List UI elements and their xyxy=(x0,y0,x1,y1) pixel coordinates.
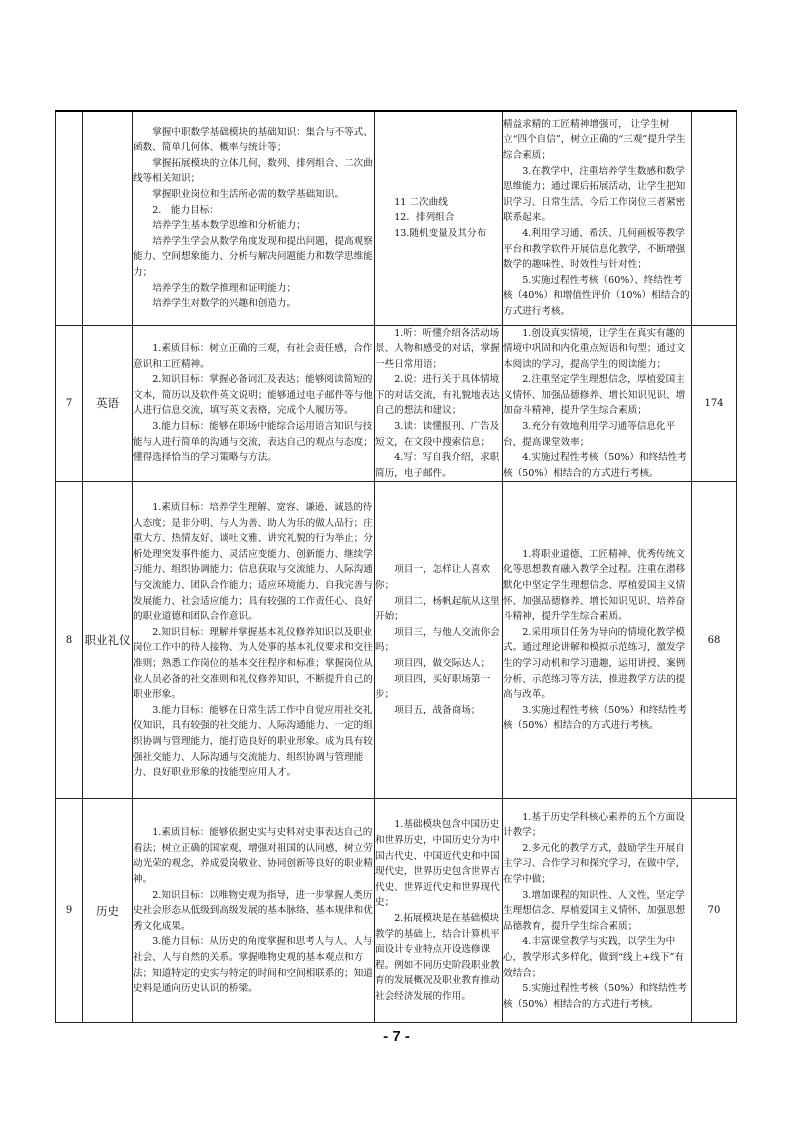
course-row xyxy=(56,482,737,799)
course-name: 英语 xyxy=(83,325,133,482)
cell-paragraph: 2.多元化的教学方式，鼓励学生开展自主学习、合作学习和探究学习，在做中学，在学中做； xyxy=(503,842,686,885)
cell-paragraph: 3.读：读懂报刊、广告及短文，在文段中搜索信息； xyxy=(375,421,500,448)
cell-paragraph: 4.写：写自我介绍，求职简历，电子邮件。 xyxy=(375,452,500,479)
cell-paragraph: 3.能力目标：能够在日常生活工作中自觉应用社交礼仪知识，具有较强的社交能力、人际沟通能力、一定的组织协调与管理能力，能打造良好的职业形象。成为具有较强社交能力、人际沟通与交流能力、组织协调与管理能力、良好职业形象的技能型应用人才。 xyxy=(133,704,373,779)
cell-paragraph: 2.注重坚定学生理想信念，厚植爱国主义情怀、加强品德修养、增长知识见识、增加奋斗精神，提升学生综合素质； xyxy=(503,374,686,417)
cell-paragraph: 2.知识目标：理解并掌握基本礼仪修养知识以及职业岗位工作中的待人接物、为人处事的基本礼仪要求和交往准则；熟悉工作岗位的基本交往程序和标准；掌握岗位从业人员必备的社交准则和礼仪修养知识，不断提升自己的职业形象。 xyxy=(133,626,373,701)
cell-paragraph: 11 二次曲线 xyxy=(394,196,448,208)
cell-paragraph: 2.拓展模块是在基础模块教学的基础上，结合计算机平面设计专业特点开设选修课程。例如不同历史阶段职业教育的发展概况及职业教育推动社会经济发展的作用。 xyxy=(375,912,500,1002)
course-content-cell xyxy=(375,799,503,1023)
course-objectives-cell xyxy=(133,799,375,1023)
page-number: - 7 - xyxy=(383,1028,410,1045)
cell-paragraph: 项目四，买好职场第一步； xyxy=(375,673,491,701)
cell-paragraph: 2.知识目标：掌握必备词汇及表达；能够阅读简短的文本，简历以及软件英文说明；能够通过电子邮件等与他人进行信息交流，填写英文表格，完成个人履历等。 xyxy=(133,374,373,417)
course-content-cell xyxy=(375,325,503,482)
cell-paragraph: 2.知识目标：以唯物史观为指导，进一步掌握人类历史社会形态从低级到高级发展的基本脉络、基本规律和优秀文化成果。 xyxy=(133,889,373,932)
course-row xyxy=(56,325,737,482)
cell-paragraph: 掌握中职数学基础模块的基础知识：集合与不等式、函数、简单几何体、概率与统计等； xyxy=(133,126,373,154)
teaching-requirements-cell xyxy=(503,799,692,1023)
cell-paragraph: 精益求精的工匠精神增强可， 让学生树立“四个自信”，树立正确的“三观”提升学生综合素质； xyxy=(503,118,686,162)
cell-paragraph: 1.基础模块包含中国历史和世界历史，中国历史分为中国古代史、中国近代史和中国现代史，世界历史包含世界古代史、世界近代史和世界现代史； xyxy=(375,819,500,909)
course-objectives-cell xyxy=(133,482,375,799)
course-row xyxy=(56,111,737,325)
cell-paragraph: 1.基于历史学科核心素养的五个方面设计教学； xyxy=(503,811,685,839)
cell-paragraph: 4.实施过程性考核（50%）和终结性考核（50%）相结合的方式进行考核。 xyxy=(503,452,687,479)
curriculum-table xyxy=(55,110,737,1023)
teaching-requirements-cell xyxy=(503,482,692,799)
course-content-cell xyxy=(375,111,503,325)
cell-paragraph: 培养学生对数学的兴趣和创造力。 xyxy=(152,298,297,310)
cell-paragraph: 掌握拓展模块的立体几何，数列、排列组合、二次曲线等相关知识； xyxy=(133,157,373,185)
cell-paragraph: 3.增加课程的知识性、人文性，坚定学生理想信念、厚植爱国主义情怀、加强思想品德教育，提升学生综合素质； xyxy=(503,889,686,932)
cell-paragraph: 1.创设真实情境，让学生在真实有趣的情境中巩固和内化重点短语和句型；通过文本阅读的学习，提高学生的阅读能力； xyxy=(503,327,686,370)
course-hours: 70 xyxy=(692,799,737,1023)
cell-paragraph: 项目二，杨帆起航从这里开始； xyxy=(375,595,500,623)
cell-paragraph: 培养学生的数学推理和证明能力； xyxy=(152,282,297,294)
course-row xyxy=(56,799,737,1023)
cell-paragraph: 3.能力目标：从历史的角度掌握和思考人与人、人与社会、人与自然的关系。掌握唯物史观的基本观点和方法；知道特定的史实与特定的时间和空间相联系的；知道史料是通向历史认识的桥梁。 xyxy=(133,936,373,995)
cell-paragraph: 1.素质目标：能够依据史实与史料对史事表达自己的看法；树立正确的国家观，增强对祖国的认同感，树立劳动光荣的观念，养成爱岗敬业、协同创新等良好的职业精神。 xyxy=(133,827,373,885)
course-hours: 174 xyxy=(692,325,737,482)
course-hours: 68 xyxy=(692,482,737,799)
cell-paragraph: 5.实施过程性考核（50%）和终结性考核（50%）相结合的方式进行考核。 xyxy=(503,983,687,1010)
teaching-requirements-cell xyxy=(503,325,692,482)
cell-paragraph: 2. 能力目标： xyxy=(152,204,219,216)
course-number: 8 xyxy=(56,482,83,799)
course-name: 历史 xyxy=(83,799,133,1023)
cell-paragraph: 3.实施过程性考核（50%）和终结性考核（50%）相结合的方式进行考核。 xyxy=(503,704,687,732)
cell-paragraph: 12．排列组合 xyxy=(394,212,455,224)
cell-paragraph: 项目四，做交际达人； xyxy=(394,658,491,670)
cell-paragraph: 掌握职业岗位和生活所必需的数学基础知识。 xyxy=(152,189,345,201)
cell-paragraph: 培养学生基本数学思维和分析能力； xyxy=(152,220,306,232)
cell-paragraph: 培养学生学会从数学角度发现和提出问题，提高观察能力、空间想象能力、分析与解决问题能力和数学思维能力； xyxy=(133,235,373,279)
course-name xyxy=(83,111,133,325)
cell-paragraph: 3.充分有效地利用学习通等信息化平台，提高课堂效率； xyxy=(503,421,676,448)
cell-paragraph: 5.实施过程性考核（60%）、终结性考核（40%）和增值性评价（10%）相结合的方式进行考核。 xyxy=(503,274,690,318)
teaching-requirements-cell xyxy=(503,111,692,325)
cell-paragraph: 4.丰富课堂教学与实践，以学生为中心，教学形式多样化，做到“线上+线下”有效结合； xyxy=(503,936,684,979)
cell-paragraph: 3.能力目标：能够在职场中能综合运用语言知识与技能与人进行简单的沟通与交流，表达自己的观点与态度；懂得选择恰当的学习策略与方法。 xyxy=(133,421,373,464)
course-number: 9 xyxy=(56,799,83,1023)
course-name: 职业礼仪 xyxy=(83,482,133,799)
cell-paragraph: 4.利用学习通、希沃、几何画板等教学平台和教学软件开展信息化教学，不断增强数学的趣味性、时效性与针对性； xyxy=(503,228,686,271)
cell-paragraph: 项目一，怎样让人喜欢你； xyxy=(375,564,491,592)
course-objectives-cell xyxy=(133,325,375,482)
course-number xyxy=(56,111,83,325)
cell-paragraph: 1.听：听懂介绍各活动场景、人物和感受的对话，掌握一些日常用语； xyxy=(375,327,500,370)
course-hours xyxy=(692,111,737,325)
cell-paragraph: 项目三，与他人交流你会吗； xyxy=(375,626,500,654)
cell-paragraph: 2.采用项目任务为导向的情境化教学模式。通过理论讲解和模拟示范练习，激发学生的学习动机和学习遗趣，运用讲授、案例分析、示范练习等方法，推进教学方法的提高与改革。 xyxy=(503,626,686,701)
cell-paragraph: 13.随机变量及其分布 xyxy=(394,228,487,240)
cell-paragraph: 1.素质目标：培养学生理解、宽容、谦逊、诚恳的待人态度；是非分明、与人为善、助人为乐的做人品行；庄重大方、热情友好、谈吐文雅、讲究礼貌的行为举止；分析处理突发事件能力、灵活应变能力、创新能力、继续学习能力、组织协调能力；信息获取与交流能力、人际沟通与交流能力、团队合作能力；适应环境能力、自我完善与发展能力、社会适应能力；具有较强的工作责任心、良好的职业道德和团队合作意识。 xyxy=(133,502,373,623)
cell-paragraph: 1.将职业道德、工匠精神、优秀传统文化等思想教育融入教学全过程。注重在潜移默化中坚定学生理想信念、厚植爱国主义情怀、加强品德修养、增长知识见识、培养奋斗精神，提升学生综合素质。 xyxy=(503,548,686,623)
course-content-cell xyxy=(375,482,503,799)
cell-paragraph: 2.说：进行关于具体情境下的对话交流，有礼貌地表达自己的想法和建议； xyxy=(375,374,500,417)
cell-paragraph: 3.在教学中，注重培养学生数感和数学思维能力；通过课后拓展活动，让学生把知识学习、日常生活、今后工作岗位三者紧密联系起来。 xyxy=(503,165,686,224)
cell-paragraph: 项目五，战备商场； xyxy=(394,704,481,716)
course-number: 7 xyxy=(56,325,83,482)
course-objectives-cell xyxy=(133,111,375,325)
cell-paragraph: 1.素质目标：树立正确的三观，有社会责任感，合作意识和工匠精神。 xyxy=(133,343,373,370)
